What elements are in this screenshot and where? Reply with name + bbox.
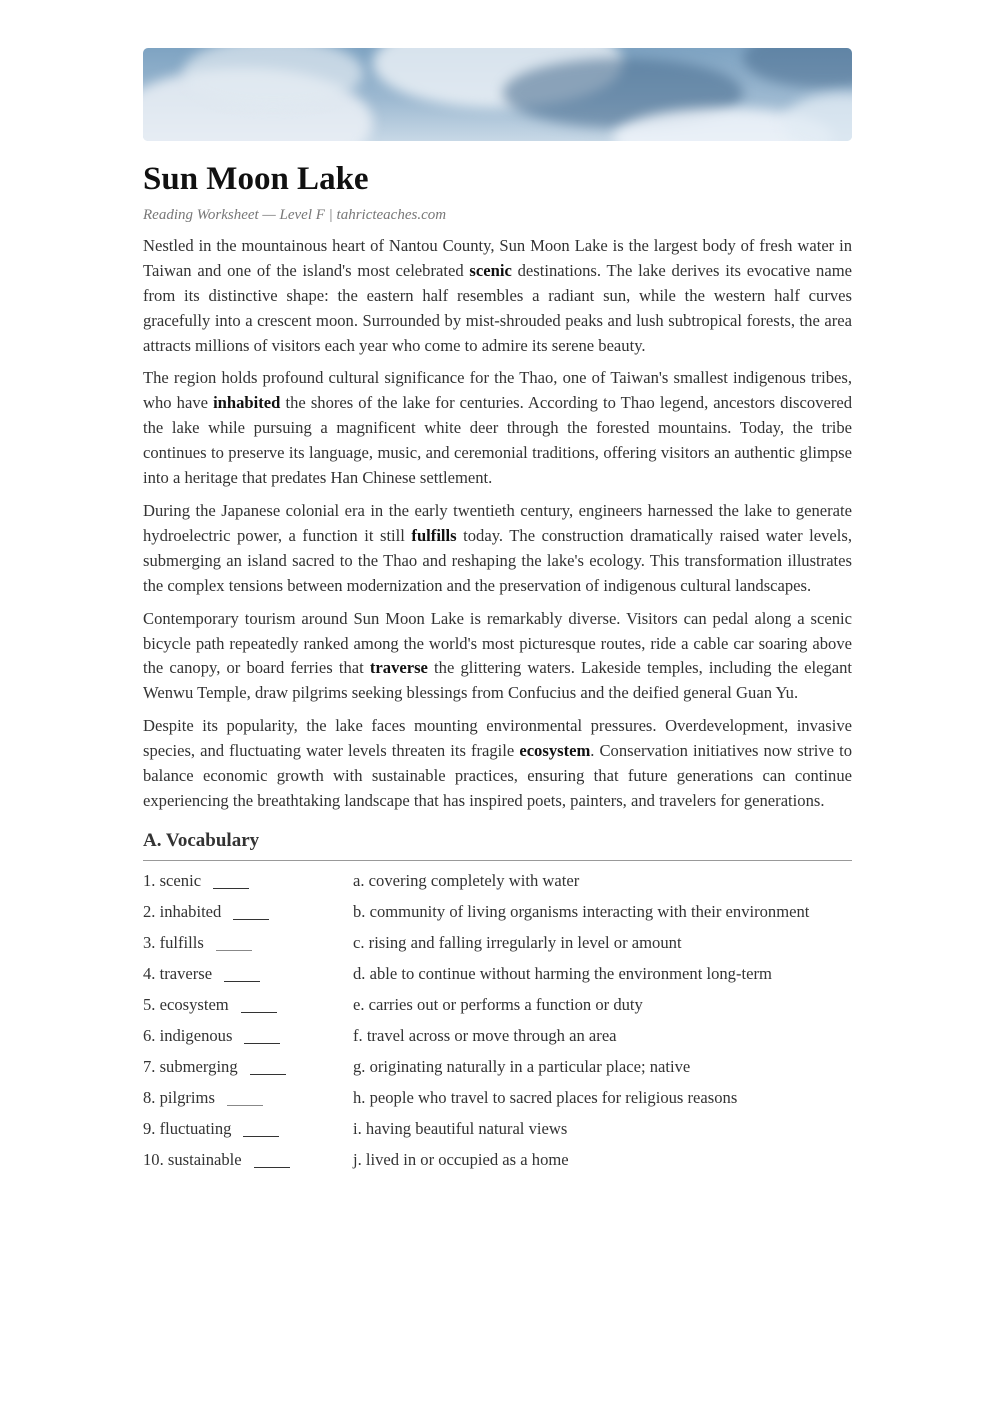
vocab-word-highlight: traverse [369, 658, 428, 678]
vocab-definition: e. carries out or performs a function or duty [353, 994, 643, 1014]
vocab-definition: i. having beautiful natural views [353, 1118, 568, 1138]
vocab-term: 3. fulfills [143, 932, 204, 952]
vocab-term: 8. pilgrims [143, 1087, 215, 1107]
vocab-definition: h. people who travel to sacred places for religious reasons [353, 1087, 738, 1107]
vocab-term: 6. indigenous [143, 1025, 233, 1045]
vocab-word-highlight: fulfills [411, 525, 457, 545]
page-title: Sun Moon Lake [143, 161, 369, 197]
passage-text: . Conservation initiatives now strive to balance economic growth with sustainable practices, ensuring that future generations can continue experiencing the breathtaking landscape that has inspired poets, painters, and travelers for generations. [143, 741, 852, 810]
reading-passage [143, 234, 852, 814]
vocab-row [143, 932, 863, 963]
vocab-definition: b. community of living organisms interacting with their environment [353, 901, 810, 921]
vocab-definition: f. travel across or move through an area [353, 1025, 617, 1045]
passage-text: the glittering waters. Lakeside temples, including the elegant Wenwu Temple, draw pilgrims seeking blessings from Confucius and the deified general Guan Yu. [143, 658, 852, 703]
passage-paragraph-2 [143, 366, 852, 491]
passage-paragraph-3 [143, 499, 852, 599]
sky-banner-image [143, 48, 852, 141]
vocab-row [143, 901, 863, 932]
answer-blank[interactable] [227, 1090, 263, 1106]
vocab-term: 1. scenic [143, 870, 202, 890]
vocab-term: 7. submerging [143, 1056, 238, 1076]
passage-text: Nestled in the mountainous heart of Nantou County, Sun Moon Lake is the largest body of fresh water in Taiwan and one of the island's most celebrated [143, 235, 852, 280]
page-subtitle: Reading Worksheet — Level F | tahricteaches.com [143, 206, 447, 223]
passage-text: Despite its popularity, the lake faces mounting environmental pressures. Overdevelopment, invasive species, and fluctuating water levels threaten its fragile [143, 716, 852, 761]
passage-paragraph-4 [143, 607, 852, 707]
passage-text: Contemporary tourism around Sun Moon Lake is remarkably diverse. Visitors can pedal along a scenic bicycle path repeatedly ranked among the world's most picturesque routes, ride a cable car soaring above the canopy, or board ferries that [143, 608, 852, 678]
answer-blank[interactable] [241, 997, 277, 1013]
vocab-word-highlight: ecosystem [519, 741, 591, 761]
vocab-definition: g. originating naturally in a particular place; native [353, 1056, 691, 1076]
vocab-row [143, 994, 863, 1025]
passage-text: destinations. The lake derives its evocative name from its distinctive shape: the eastern half resembles a radiant sun, while the western half curves gracefully into a crescent moon. Surrounded by mist-shrouded peaks and lush subtropical forests, the area attracts millions of visitors each year who come to admire its serene beauty. [143, 260, 852, 355]
answer-blank[interactable] [250, 1059, 286, 1075]
vocab-row [143, 1149, 863, 1180]
worksheet-page [143, 48, 852, 1180]
vocab-term: 10. sustainable [143, 1149, 242, 1169]
vocab-row [143, 1025, 863, 1056]
vocab-definition: d. able to continue without harming the environment long-term [353, 963, 772, 983]
vocab-word-highlight: scenic [469, 260, 512, 280]
answer-blank[interactable] [216, 935, 252, 951]
vocabulary-matching-list [143, 870, 863, 1180]
vocab-row [143, 1118, 863, 1149]
vocab-term: 5. ecosystem [143, 994, 229, 1014]
answer-blank[interactable] [254, 1152, 290, 1168]
vocab-term: 2. inhabited [143, 901, 222, 921]
passage-paragraph-5 [143, 714, 852, 814]
answer-blank[interactable] [243, 1121, 279, 1137]
answer-blank[interactable] [233, 904, 269, 920]
answer-blank[interactable] [244, 1028, 280, 1044]
passage-text: the shores of the lake for centuries. According to Thao legend, ancestors discovered the lake while pursuing a magnificent white deer through the forested mountains. Today, the tribe continues to preserve its language, music, and ceremonial traditions, offering visitors an authentic glimpse into a heritage that predates Han Chinese settlement. [143, 393, 853, 488]
passage-paragraph-1 [143, 234, 852, 359]
vocab-row [143, 870, 863, 901]
vocab-term: 4. traverse [143, 963, 213, 983]
vocabulary-heading: A. Vocabulary [143, 830, 852, 861]
vocab-row [143, 1087, 863, 1118]
passage-text: today. The construction dramatically raised water levels, submerging an island sacred to the Thao and reshaping the lake's ecology. This transformation illustrates the complex tensions between modernization and the preservation of indigenous cultural landscapes. [143, 525, 852, 595]
vocab-row [143, 1056, 863, 1087]
passage-text: The region holds profound cultural significance for the Thao, one of Taiwan's smallest indigenous tribes, who have [143, 368, 852, 413]
vocab-definition: c. rising and falling irregularly in level or amount [353, 932, 682, 952]
passage-text: During the Japanese colonial era in the early twentieth century, engineers harnessed the lake to generate hydroelectric power, a function it still [143, 501, 852, 545]
vocab-definition: a. covering completely with water [353, 870, 580, 890]
answer-blank[interactable] [213, 873, 249, 889]
answer-blank[interactable] [224, 966, 260, 982]
vocab-word-highlight: inhabited [213, 393, 281, 413]
vocab-definition: j. lived in or occupied as a home [353, 1149, 569, 1169]
vocab-row [143, 963, 863, 994]
vocab-term: 9. fluctuating [143, 1118, 232, 1138]
